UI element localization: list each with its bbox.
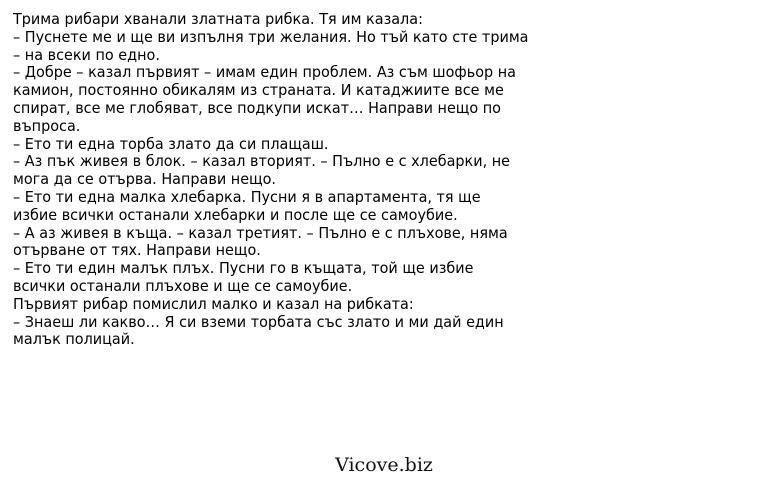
joke-line: Трима рибари хванали златната рибка. Тя им казала: xyxy=(13,10,423,28)
joke-text xyxy=(13,11,743,349)
joke-line: избие всички останали хлебарки и после ще се самоубие. xyxy=(13,205,458,224)
joke-line: – Аз пък живея в блок. – казал вторият. – Пълно е с хлебарки, не xyxy=(13,152,511,171)
joke-line: въпроса. xyxy=(13,116,81,135)
joke-line: всички останали плъхове и ще се самоубие. xyxy=(13,276,353,295)
joke-line: – Ето ти един малък плъх. Пусни го в къщата, той ще избие xyxy=(13,259,474,278)
joke-line: – Пуснете ме и ще ви изпълня три желания. Но тъй като сте трима xyxy=(13,27,529,46)
joke-line: камион, постоянно обикалям из страната. И катаджиите все ме xyxy=(13,81,504,100)
joke-line: – Ето ти една малка хлебарка. Пусни я в апартамента, тя ще xyxy=(13,187,481,206)
joke-line: – Добре – казал първият – имам един проблем. Аз съм шофьор на xyxy=(13,63,516,82)
joke-line: отърване от тях. Направи нещо. xyxy=(13,241,261,260)
joke-line: – Ето ти една торба злато да си плащаш. xyxy=(13,134,329,153)
joke-line: – Знаеш ли какво… Я си вземи торбата със злато и ми дай един xyxy=(13,312,504,331)
joke-line: – А аз живея в къща. – казал третият. – Пълно е с плъхове, няма xyxy=(13,223,508,242)
joke-line: спират, все ме глобяват, все подкупи искат… Направи нещо по xyxy=(13,98,501,117)
joke-line: малък полицай. xyxy=(13,330,135,349)
joke-line: – на всеки по едно. xyxy=(13,45,160,64)
joke-line: Първият рибар помислил малко и казал на рибката: xyxy=(13,294,414,313)
joke-line: мога да се отърва. Направи нещо. xyxy=(13,170,277,189)
site-watermark: Vicove.biz xyxy=(335,454,433,476)
